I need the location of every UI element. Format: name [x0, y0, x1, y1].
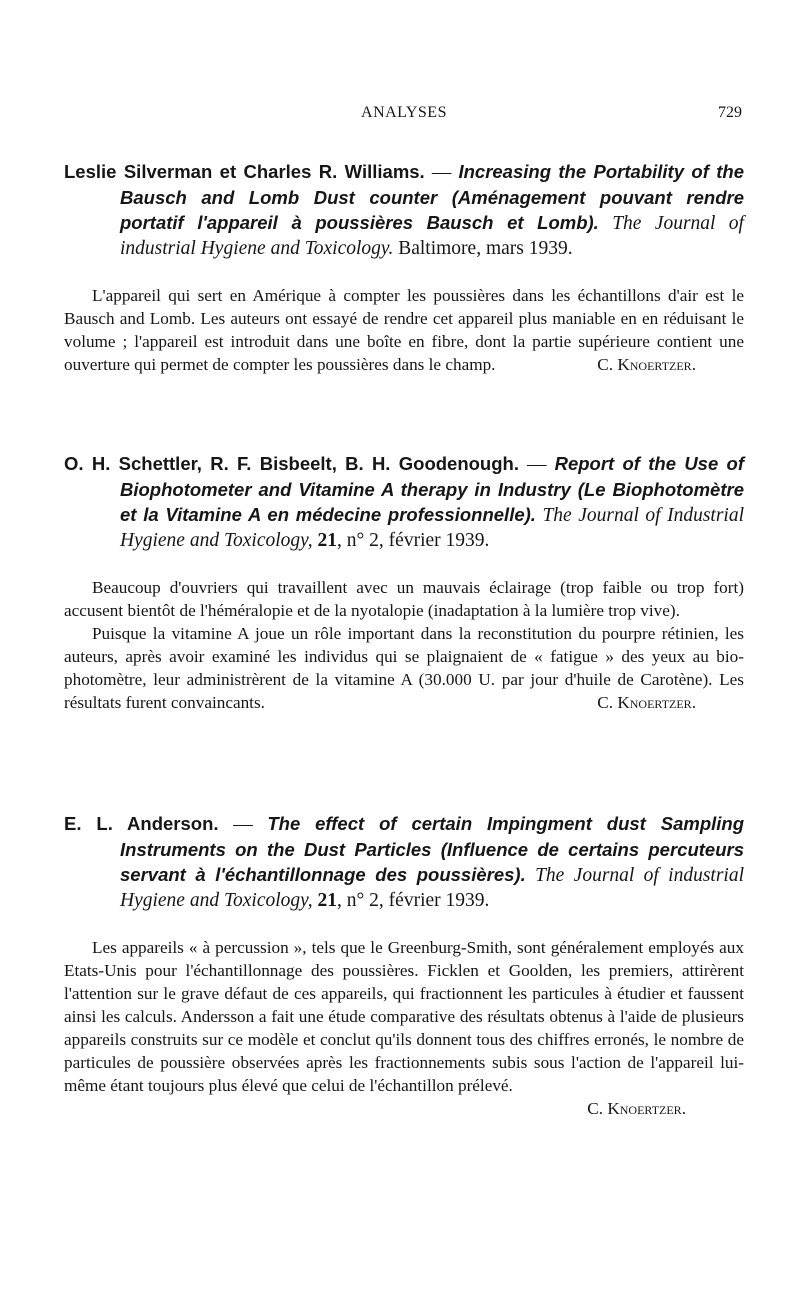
paragraph-text: Puisque la vitamine A joue un rôle important dans la reconstitution du pourpre rétinien, les auteurs, après avoir examiné les individus qui se plaignaient de « fatigue » des yeux au bio-photomètre, leur administrèrent de la vitamine A (30.000 U. par jour d'huile de Carotène). Les résultats furent convaincants. — [64, 624, 744, 713]
volume-number: 21 — [317, 889, 337, 911]
volume-number: 21 — [317, 529, 337, 551]
running-head — [66, 104, 742, 128]
citation-dash: — — [218, 814, 268, 835]
article-title: Report of the Use of Biophotometer and Vitamine A therapy in Industry (Le Biophotomètre et la Vitamine A en médecine professionnelle). — [120, 453, 745, 526]
authors: Leslie Silverman et Charles R. Williams. — [64, 161, 425, 182]
abstract-body — [64, 936, 744, 1097]
authors: E. L. Anderson. — [64, 813, 219, 834]
publication-details: Baltimore, mars 1939. — [393, 237, 573, 259]
abstract-paragraph — [64, 622, 744, 714]
abstract-paragraph — [64, 576, 744, 622]
page-number: 729 — [718, 104, 742, 121]
citation-dash: — — [518, 454, 555, 475]
abstract-paragraph — [64, 936, 744, 1097]
abstract-entry-2 — [64, 452, 744, 714]
citation — [64, 812, 744, 913]
abstract-entry-3 — [64, 812, 744, 1120]
paragraph-text: Les appareils « à percussion », tels que le Greenburg-Smith, sont généralement employés aux Etats-Unis pour l'échantillonnage des poussières. Ficklen et Goolden, les premiers, attirèrent l'attention sur le grave défaut de ces appareils, qui fractionnent les particules à étudier et faussent ainsi les calculs. Andersson a fait une étude comparative des résultats obtenus à l'aide de plusieurs appareils construits sur ce modèle et conclut qu'ils donnent tous des chiffres erronés, le nombre de particules de poussière observées après les fractionnements subis sous l'action de l'appareil lui-même étant toujours plus élevé que celui de l'échantillon prélevé. — [64, 938, 744, 1096]
citation — [64, 452, 744, 553]
abstract-body — [64, 576, 744, 714]
citation — [64, 160, 744, 261]
journal-name: The Journal of Industrial Hygiene and Toxicology, — [120, 505, 744, 551]
citation-dash: — — [424, 162, 459, 183]
abstract-entry-1 — [64, 160, 744, 376]
running-title: ANALYSES — [361, 104, 447, 121]
abstract-body — [64, 284, 744, 376]
journal-name: The Journal of industrial Hygiene and Toxicology. — [120, 213, 744, 259]
reviewer-signature-line — [64, 1097, 686, 1120]
authors: O. H. Schettler, R. F. Bisbeelt, B. H. Goodenough. — [64, 453, 519, 474]
publication-details: , n° 2, février 1939. — [337, 889, 490, 911]
publication-details: , n° 2, février 1939. — [337, 529, 490, 551]
abstract-paragraph — [64, 284, 744, 376]
reviewer-signature: C. Knoertzer. — [597, 355, 696, 375]
paragraph-text: Beaucoup d'ouvriers qui travaillent avec un mauvais éclairage (trop faible ou trop fort) accusent bientôt de l'héméralopie et de la nyotalopie (inadaptation à la lumière trop vive). — [64, 578, 744, 621]
reviewer-signature: C. Knoertzer. — [597, 693, 696, 713]
paragraph-text: L'appareil qui sert en Amérique à compter les poussières dans les échantillons d'air est le Bausch and Lomb. Les auteurs ont essayé de rendre cet appareil plus maniable en en réduisant le volume ; l'appareil est introduit dans une boîte en fibre, dont la partie supérieure contient une ouverture qui permet de compter les poussières dans le champ. — [64, 286, 744, 375]
article-title: The effect of certain Impingment dust Sampling Instruments on the Dust Particles (Influence de certains percuteurs servant à l'échantillonnage des poussières). — [120, 813, 744, 886]
journal-name: The Journal of industrial Hygiene and Toxicology, — [120, 865, 745, 911]
reviewer-signature: C. Knoertzer. — [587, 1099, 686, 1119]
article-title: Increasing the Portability of the Bausch and Lomb Dust counter (Aménagement pouvant rendre portatif l'appareil à poussières Bausch et Lomb). — [120, 161, 745, 234]
